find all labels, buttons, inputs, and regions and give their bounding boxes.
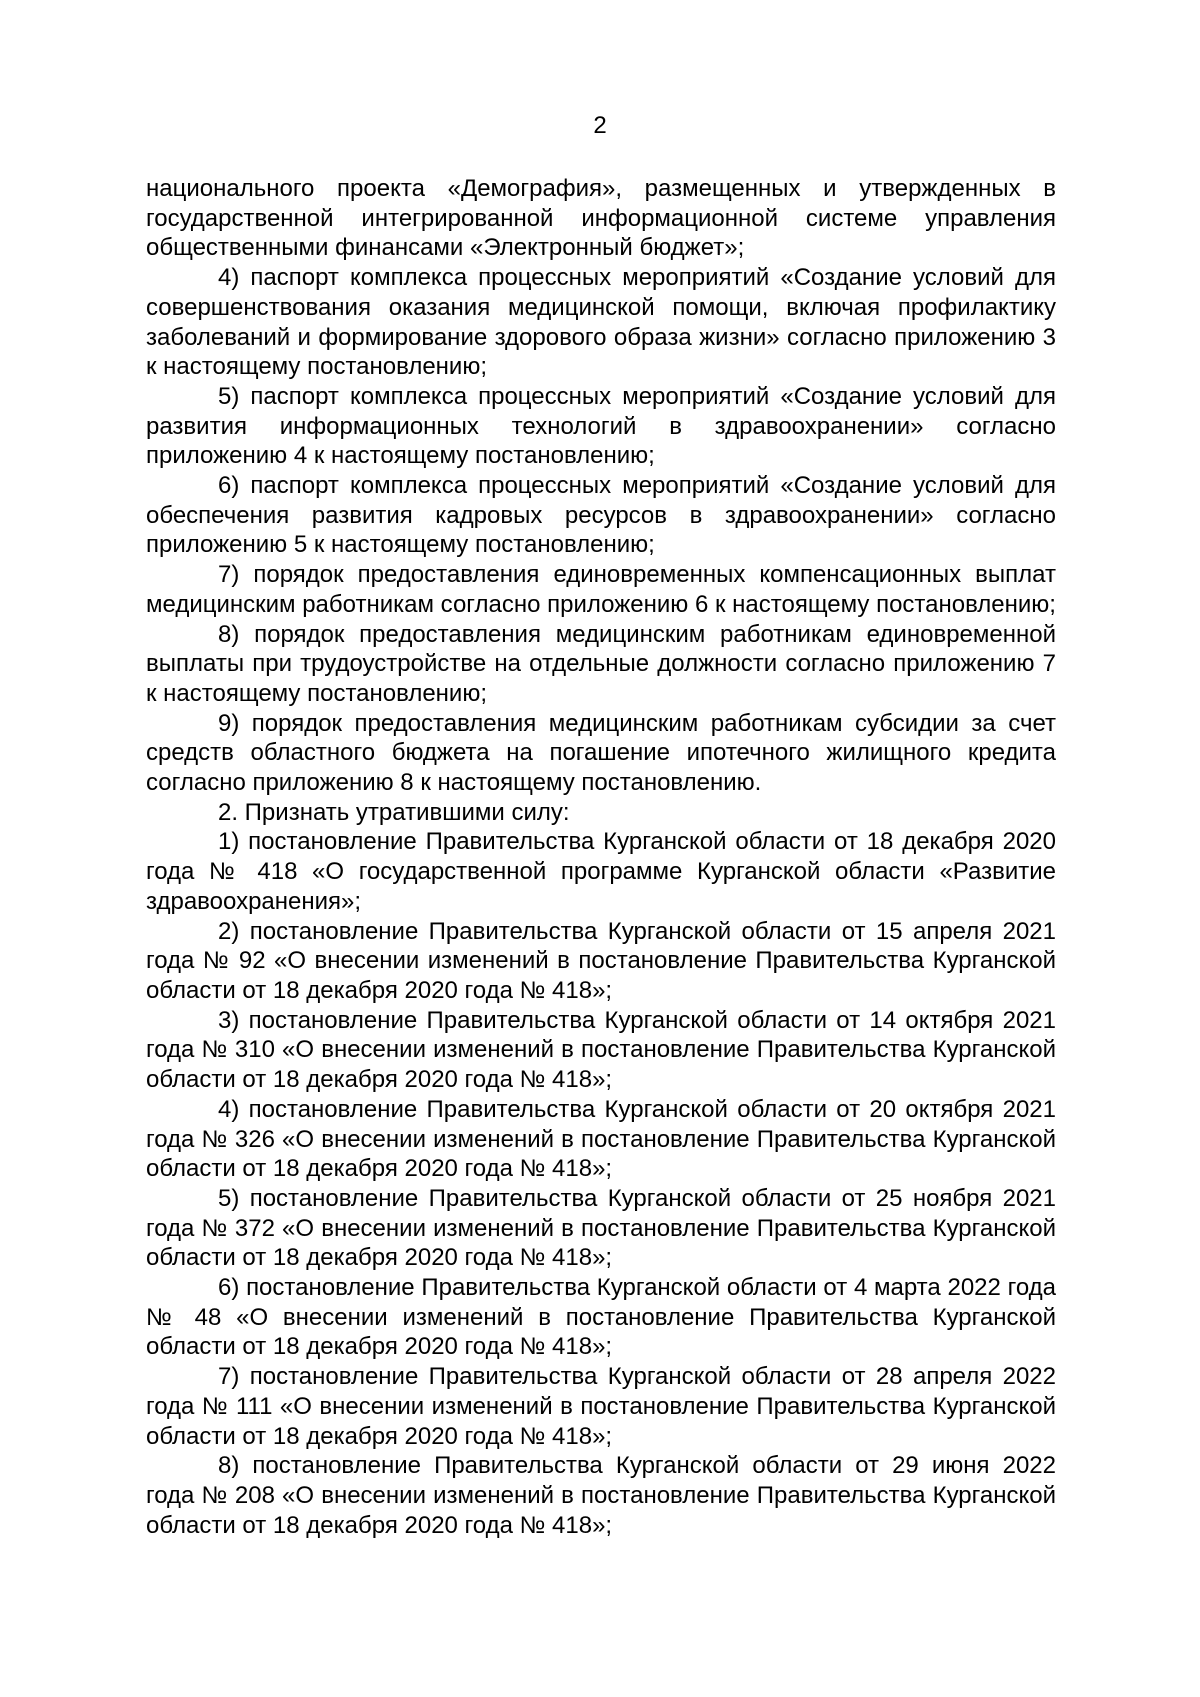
paragraph-continuation: национального проекта «Демография», размещенных и утвержденных в государственной интегрированной информационной системе управления общественными финансами «Электронный бюджет»; xyxy=(146,175,1056,262)
section-2-heading: 2. Признать утратившими силу: xyxy=(218,798,570,826)
list-item-passport-6: 6) паспорт комплекса процессных мероприятий «Создание условий для обеспечения развития кадровых ресурсов в здравоохранении» согласно приложению 5 к настоящему постановлению; xyxy=(146,472,1056,559)
list-item-passport-4: 4) паспорт комплекса процессных мероприятий «Создание условий для совершенствования оказания медицинской помощи, включая профилактику заболеваний и формирование здорового образа жизни» согласно приложению 3 к настоящему постановлению; xyxy=(146,264,1056,381)
repealed-item-7: 7) постановление Правительства Курганской области от 28 апреля 2022 года № 111 «О внесении изменений в постановление Правительства Курганской области от 18 декабря 2020 года № 418»; xyxy=(146,1363,1056,1450)
list-item-passport-5: 5) паспорт комплекса процессных мероприятий «Создание условий для развития информационных технологий в здравоохранении» согласно приложению 4 к настоящему постановлению; xyxy=(146,382,1056,470)
page-number: 2 xyxy=(593,112,607,139)
list-item-procedure-8: 8) порядок предоставления медицинским работникам единовременной выплаты при трудоустройстве на отдельные должности согласно приложению 7 к настоящему постановлению; xyxy=(146,620,1056,707)
repealed-item-1: 1) постановление Правительства Курганской области от 18 декабря 2020 года № 418 «О государственной программе Курганской области «Развитие здравоохранения»; xyxy=(146,828,1056,915)
repealed-item-5: 5) постановление Правительства Курганской области от 25 ноября 2021 года № 372 «О внесении изменений в постановление Правительства Курганской области от 18 декабря 2020 года № 418»; xyxy=(146,1184,1056,1272)
list-item-procedure-9: 9) порядок предоставления медицинским работникам субсидии за счет средств областного бюджета на погашение ипотечного жилищного кредита согласно приложению 8 к настоящему постановлению. xyxy=(146,709,1056,797)
document-body xyxy=(146,174,1056,1540)
repealed-item-2: 2) постановление Правительства Курганской области от 15 апреля 2021 года № 92 «О внесении изменений в постановление Правительства Курганской области от 18 декабря 2020 года № 418»; xyxy=(146,917,1056,1004)
repealed-item-6: 6) постановление Правительства Курганской области от 4 марта 2022 года № 48 «О внесении изменений в постановление Правительства Курганской области от 18 декабря 2020 года № 418»; xyxy=(146,1274,1056,1361)
repealed-item-8: 8) постановление Правительства Курганской области от 29 июня 2022 года № 208 «О внесении изменений в постановление Правительства Курганской области от 18 декабря 2020 года № 418»; xyxy=(146,1452,1056,1539)
list-item-procedure-7: 7) порядок предоставления единовременных компенсационных выплат медицинским работникам согласно приложению 6 к настоящему постановлению; xyxy=(146,561,1056,618)
repealed-item-4: 4) постановление Правительства Курганской области от 20 октября 2021 года № 326 «О внесении изменений в постановление Правительства Курганской области от 18 декабря 2020 года № 418»; xyxy=(146,1095,1056,1183)
repealed-item-3: 3) постановление Правительства Курганской области от 14 октября 2021 года № 310 «О внесении изменений в постановление Правительства Курганской области от 18 декабря 2020 года № 418»; xyxy=(146,1006,1056,1094)
